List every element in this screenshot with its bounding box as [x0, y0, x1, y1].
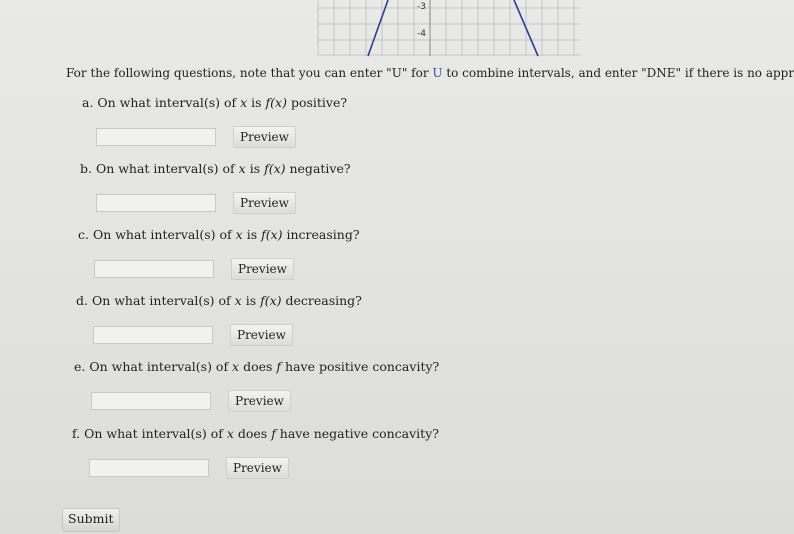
question-b-answer-input[interactable]: [96, 194, 216, 212]
tick-label-neg4: -4: [417, 29, 426, 39]
question-f-answer-input[interactable]: [89, 459, 209, 477]
question-d-preview-button[interactable]: Preview: [230, 324, 293, 346]
question-f-preview-button[interactable]: Preview: [226, 457, 289, 479]
question-e-text: e. On what interval(s) of x does f have positive concavity?: [74, 359, 440, 374]
function-graph: [318, 0, 580, 56]
question-f-text: f. On what interval(s) of x does f have negative concavity?: [72, 426, 439, 441]
question-e-preview-button[interactable]: Preview: [228, 390, 291, 412]
question-d-text: d. On what interval(s) of x is f(x) decreasing?: [76, 293, 362, 308]
question-b-preview-button[interactable]: Preview: [233, 192, 296, 214]
question-c-answer-input[interactable]: [94, 260, 214, 278]
submit-button[interactable]: Submit: [62, 508, 120, 532]
tick-label-neg3: -3: [417, 2, 426, 12]
union-symbol: U: [432, 66, 443, 80]
instructions-text: For the following questions, note that you can enter "U" for U to combine intervals, and enter "DNE" if there is no appr: [66, 66, 794, 80]
question-a-answer-input[interactable]: [96, 128, 216, 146]
question-c-preview-button[interactable]: Preview: [231, 258, 294, 280]
question-e-answer-input[interactable]: [91, 392, 211, 410]
question-b-text: b. On what interval(s) of x is f(x) negative?: [80, 161, 351, 176]
question-a-preview-button[interactable]: Preview: [233, 126, 296, 148]
question-c-text: c. On what interval(s) of x is f(x) increasing?: [78, 227, 360, 242]
question-a-text: a. On what interval(s) of x is f(x) positive?: [82, 95, 348, 110]
question-d-answer-input[interactable]: [93, 326, 213, 344]
